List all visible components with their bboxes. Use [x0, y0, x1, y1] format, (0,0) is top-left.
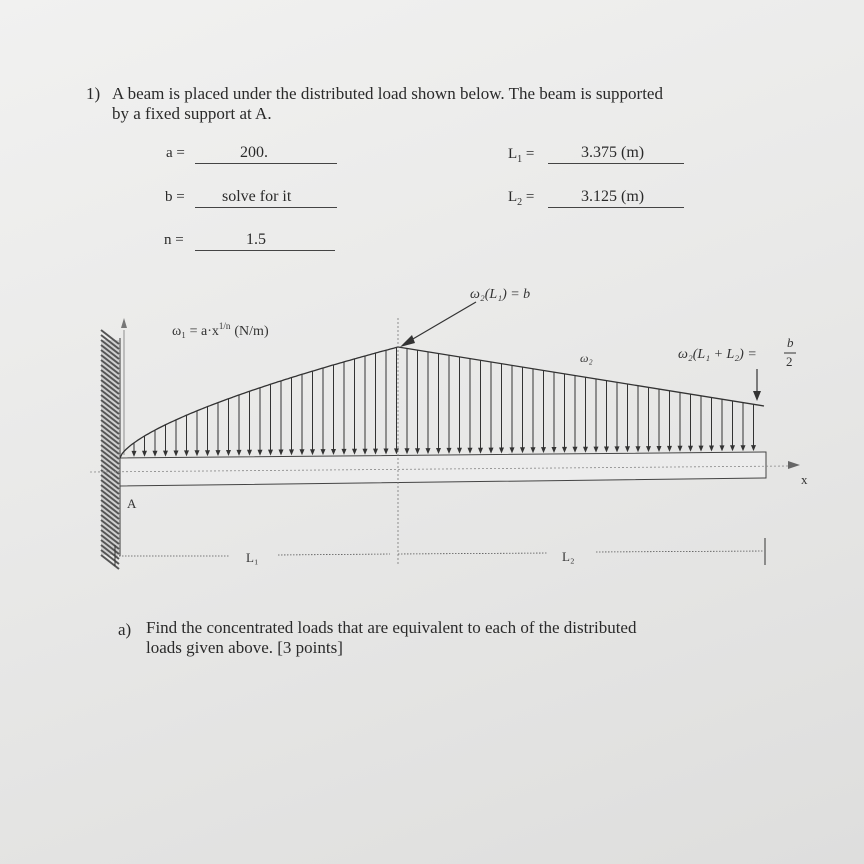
param-a-label: a = — [166, 145, 185, 161]
load-arrow-head — [226, 450, 231, 456]
load-arrow-head — [426, 448, 431, 454]
fraction-denominator: 2 — [786, 354, 793, 369]
load-arrow-head — [216, 450, 221, 456]
w1-label-base: ω₁ = a·x — [172, 324, 219, 339]
load-arrows — [132, 347, 757, 457]
load-arrow-head — [520, 447, 525, 453]
load-arrow-head — [174, 451, 179, 457]
w1-label-unit: (N/m) — [234, 324, 269, 339]
param-b-label: b = — [165, 189, 185, 205]
param-L2-sub: 2 — [517, 197, 523, 208]
load-arrow-head — [195, 450, 200, 456]
load-arrow-head — [373, 449, 378, 455]
w2-end-pointer-head — [753, 391, 761, 401]
load-arrow-head — [646, 446, 651, 452]
load-arrow-head — [247, 450, 252, 456]
load-arrow-head — [342, 449, 347, 455]
load-arrow-head — [657, 446, 662, 452]
x-axis-arrowhead — [788, 461, 800, 469]
param-a-value: 200. — [240, 144, 268, 161]
load-arrow-head — [132, 451, 137, 457]
load-arrow-head — [436, 448, 441, 454]
load-arrow-head — [205, 450, 210, 456]
load-arrow-head — [699, 446, 704, 452]
w2-L1-pointer — [406, 302, 476, 343]
fixed-support-wall — [101, 330, 120, 569]
param-n-value: 1.5 — [246, 231, 266, 248]
load-arrow-head — [594, 447, 599, 453]
load-arrow-head — [153, 451, 158, 457]
load-arrow-head — [279, 450, 284, 456]
w2-L1-label: ω₂(L₁) = b — [470, 287, 531, 302]
fraction-numerator: b — [787, 335, 794, 350]
load-arrow-head — [562, 447, 567, 453]
load-arrow-head — [405, 448, 410, 454]
load-arrow-head — [237, 450, 242, 456]
param-L1-sub: 1 — [517, 154, 523, 165]
load-arrow-head — [363, 449, 368, 455]
w1-label-exp: 1/n — [218, 321, 231, 331]
load-arrow-head — [415, 448, 420, 454]
load-arrow-head — [625, 446, 630, 452]
beam — [90, 452, 790, 486]
problem-number: 1) — [86, 84, 101, 103]
dimension-L2 — [398, 538, 765, 565]
load-arrow-head — [258, 450, 263, 456]
x-axis-label: x — [801, 472, 808, 487]
load-arrow-head — [510, 447, 515, 453]
load-arrow-head — [331, 449, 336, 455]
w2-label: ω₂ — [580, 351, 593, 365]
load-arrow-head — [447, 448, 452, 454]
dimension-L1-label: L₁ — [246, 550, 259, 565]
load-arrow-head — [163, 451, 168, 457]
load-arrow-head — [709, 446, 714, 452]
load-arrow-head — [321, 449, 326, 455]
w2-end-label: ω₂(L₁ + L₂) = — [678, 347, 757, 362]
param-b-value: solve for it — [222, 188, 292, 205]
param-L2-letter: L — [508, 189, 518, 205]
w2-L1-pointer-head — [400, 335, 415, 347]
load-arrow-head — [615, 446, 620, 452]
load-arrow-head — [184, 450, 189, 456]
question-a-line1: Find the concentrated loads that are equivalent to each of the distributed — [146, 618, 637, 637]
load-arrow-head — [636, 446, 641, 452]
question-a-label: a) — [118, 620, 132, 639]
load-arrow-head — [583, 447, 588, 453]
w1-label — [172, 321, 269, 339]
vertical-axis-arrowhead — [121, 318, 127, 328]
load-arrow-head — [142, 451, 147, 457]
load-arrow-head — [751, 445, 756, 451]
dimension-L2-label: L₂ — [562, 549, 575, 564]
load-arrow-head — [688, 446, 693, 452]
problem-text-line1: A beam is placed under the distributed load shown below. The beam is supported — [112, 84, 663, 103]
load-arrow-head — [352, 449, 357, 455]
load-arrow-head — [552, 447, 557, 453]
load-arrow-head — [478, 448, 483, 454]
load-arrow-head — [678, 446, 683, 452]
load-arrow-head — [468, 448, 473, 454]
load-arrow-head — [541, 447, 546, 453]
load-arrow-head — [720, 445, 725, 451]
support-label-A: A — [127, 496, 137, 511]
load-arrow-head — [289, 449, 294, 455]
load-arrow-head — [741, 445, 746, 451]
load-arrow-head — [604, 447, 609, 453]
param-L1-value: 3.375 (m) — [581, 144, 645, 161]
load-arrow-head — [573, 447, 578, 453]
param-L2-eq: = — [525, 189, 535, 205]
w1-load-curve — [120, 347, 398, 458]
load-arrow-head — [268, 450, 273, 456]
load-arrow-head — [457, 448, 462, 454]
param-n-label: n = — [164, 232, 184, 248]
load-arrow-head — [310, 449, 315, 455]
load-arrow-head — [499, 448, 504, 454]
load-arrow-head — [667, 446, 672, 452]
load-arrow-head — [730, 445, 735, 451]
param-L1-eq: = — [525, 146, 535, 162]
problem-text-line2: by a fixed support at A. — [112, 104, 272, 123]
load-arrow-head — [300, 449, 305, 455]
param-L2-value: 3.125 (m) — [581, 188, 645, 205]
load-arrow-head — [531, 447, 536, 453]
param-L1-letter: L — [508, 146, 518, 162]
load-arrow-head — [384, 449, 389, 455]
question-a-line2: loads given above. [3 points] — [146, 638, 343, 657]
load-arrow-head — [489, 448, 494, 454]
